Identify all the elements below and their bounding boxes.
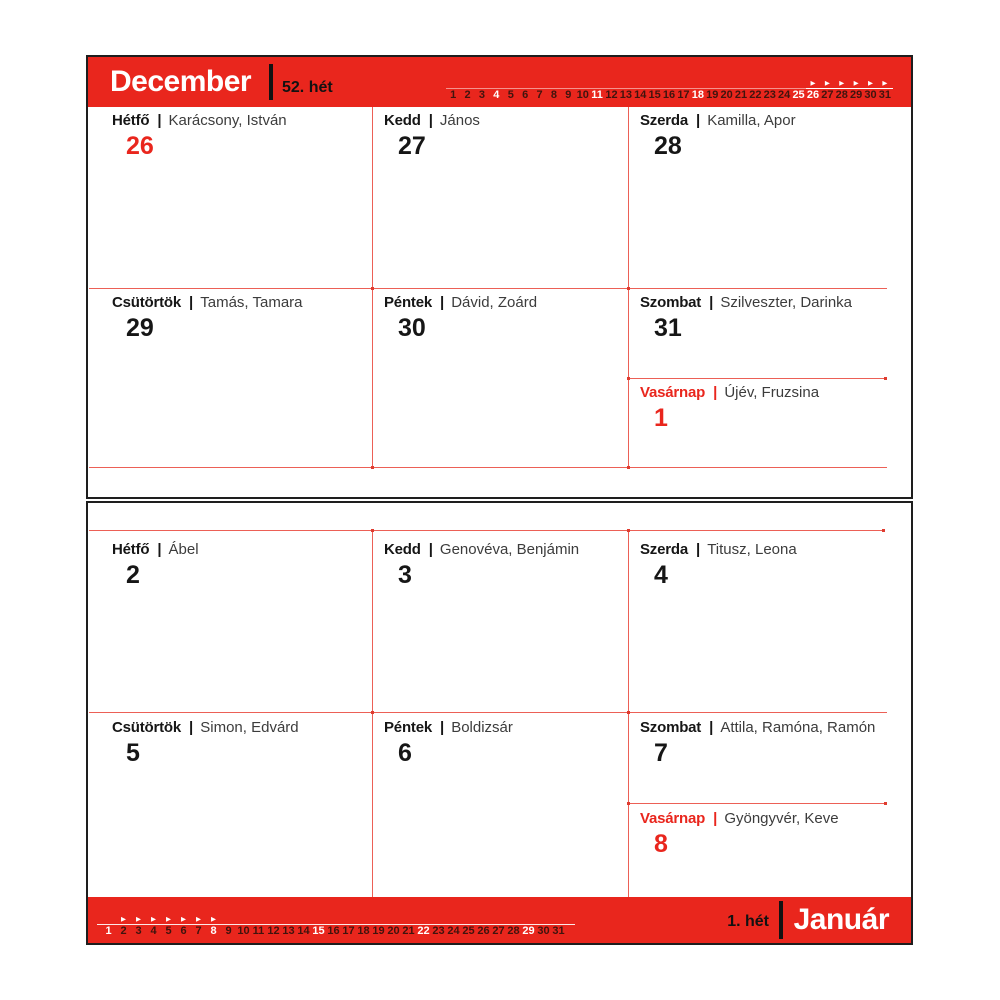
strip-day-23: [431, 915, 446, 938]
cell-jan-thursday: [112, 719, 362, 768]
name-day-names: Újév, Fruzsina: [724, 384, 820, 401]
strip-day-7: [532, 79, 546, 102]
strip-day-number: 24: [447, 925, 460, 937]
strip-day-number: 6: [180, 925, 187, 937]
strip-day-number: 2: [120, 925, 127, 937]
grid-dot: [882, 529, 885, 532]
day-number: 31: [654, 314, 682, 342]
grid-dot: [371, 529, 374, 532]
name-separator: |: [189, 719, 194, 736]
strip-day-number: 6: [522, 89, 529, 101]
strip-day-number: 9: [565, 89, 572, 101]
strip-day-12: [266, 915, 281, 938]
strip-day-number: 29: [522, 925, 535, 937]
name-day-names: Titusz, Leona: [707, 541, 797, 558]
strip-day-15: [647, 79, 661, 102]
strip-day-number: 26: [477, 925, 490, 937]
day-name: Szombat: [640, 719, 702, 736]
strip-day-number: 11: [252, 925, 265, 937]
strip-day-number: 26: [806, 89, 820, 101]
strip-day-number: 11: [591, 89, 603, 101]
december-day-strip: [446, 79, 893, 102]
strip-day-9: [561, 79, 575, 102]
strip-day-19: [371, 915, 386, 938]
strip-day-16: [326, 915, 341, 938]
cell-dec-tuesday: [384, 112, 634, 161]
strip-day-number: 12: [605, 89, 618, 101]
grid-dot: [627, 287, 630, 290]
day-name: Vasárnap: [640, 384, 706, 401]
strip-day-30: [863, 79, 877, 102]
strip-day-number: 24: [778, 89, 791, 101]
day-name: Kedd: [384, 112, 421, 129]
sunday-divider: [628, 378, 887, 379]
strip-day-5: [504, 79, 518, 102]
strip-day-2: [116, 915, 131, 938]
week-arrow-icon: ▶: [166, 916, 171, 923]
strip-day-28: [506, 915, 521, 938]
day-name: Szerda: [640, 112, 688, 129]
week-arrow-icon: ▶: [196, 916, 201, 923]
cell-jan-wednesday: [640, 541, 890, 590]
strip-day-number: 25: [462, 925, 475, 937]
name-separator: |: [696, 112, 701, 129]
grid-dot: [371, 711, 374, 714]
strip-day-number: 10: [237, 925, 250, 937]
strip-day-17: [676, 79, 690, 102]
strip-day-number: 10: [576, 89, 589, 101]
strip-day-3: [475, 79, 489, 102]
name-day-names: Dávid, Zoárd: [451, 294, 538, 311]
strip-day-25: [791, 79, 805, 102]
strip-day-13: [619, 79, 633, 102]
december-header-bar: [88, 57, 911, 107]
strip-day-13: [281, 915, 296, 938]
week-arrow-icon: ▶: [136, 916, 141, 923]
strip-day-12: [604, 79, 618, 102]
cell-dec-friday: [384, 294, 634, 343]
strip-day-number: 22: [417, 925, 430, 937]
row-divider: [89, 288, 887, 289]
strip-day-20: [719, 79, 733, 102]
strip-day-number: 4: [150, 925, 157, 937]
strip-day-number: 21: [734, 89, 748, 101]
day-number: 6: [398, 739, 412, 767]
grid-bottom-line: [89, 467, 887, 468]
strip-day-number: 28: [835, 89, 848, 101]
name-separator: |: [189, 294, 194, 311]
cell-jan-friday: [384, 719, 634, 768]
cell-dec-sunday: [640, 384, 890, 433]
grid-dot: [627, 711, 630, 714]
strip-underline: [97, 924, 575, 925]
strip-day-29: [849, 79, 863, 102]
strip-day-2: [460, 79, 474, 102]
strip-day-number: 20: [387, 925, 400, 937]
week-number-label: 1. hét: [727, 913, 769, 930]
name-separator: |: [157, 112, 162, 129]
name-separator: |: [696, 541, 701, 558]
day-number: 5: [126, 739, 140, 767]
sunday-divider: [628, 803, 887, 804]
day-number: 30: [398, 314, 426, 342]
day-name: Szombat: [640, 294, 702, 311]
strip-day-number: 4: [493, 89, 500, 101]
week-arrow-icon: ▶: [181, 916, 186, 923]
day-name: Csütörtök: [112, 294, 182, 311]
strip-day-10: [236, 915, 251, 938]
strip-day-number: 20: [720, 89, 733, 101]
week-arrow-icon: ▶: [810, 80, 816, 87]
strip-day-21: [401, 915, 416, 938]
name-separator: |: [440, 719, 445, 736]
cell-dec-saturday: [640, 294, 890, 343]
name-separator: |: [428, 112, 433, 129]
cell-dec-thursday: [112, 294, 362, 343]
strip-day-number: 9: [225, 925, 232, 937]
january-page: [86, 501, 913, 945]
week-arrow-icon: ▶: [151, 916, 156, 923]
strip-day-6: [518, 79, 532, 102]
grid-top-line: [89, 530, 884, 531]
name-separator: |: [157, 541, 162, 558]
day-number: 29: [126, 314, 154, 342]
strip-day-number: 16: [662, 89, 676, 101]
grid-dot: [371, 287, 374, 290]
grid-dot: [371, 466, 374, 469]
day-name: Hétfő: [112, 112, 150, 129]
header-divider-bar: [269, 64, 273, 100]
cell-jan-monday: [112, 541, 362, 590]
strip-day-number: 13: [282, 925, 295, 937]
strip-day-8: [547, 79, 561, 102]
name-day-names: Ábel: [168, 541, 199, 558]
strip-day-17: [341, 915, 356, 938]
name-day-names: Tamás, Tamara: [200, 294, 303, 311]
strip-day-26: [806, 79, 820, 102]
name-day-names: János: [439, 112, 480, 129]
day-number: 3: [398, 561, 412, 589]
name-separator: |: [713, 810, 718, 827]
strip-day-8: [206, 915, 221, 938]
strip-day-4: [489, 79, 503, 102]
strip-underline-bright: [806, 88, 893, 89]
week-number-label: 52. hét: [282, 79, 333, 96]
grid-dot: [627, 529, 630, 532]
day-number: 1: [654, 404, 668, 432]
strip-day-21: [734, 79, 748, 102]
grid-dot: [627, 802, 630, 805]
name-separator: |: [713, 384, 718, 401]
strip-day-number: 23: [432, 925, 445, 937]
strip-day-number: 29: [850, 89, 863, 101]
strip-day-number: 31: [878, 89, 892, 101]
strip-day-number: 1: [450, 89, 457, 101]
strip-day-number: 19: [372, 925, 385, 937]
strip-day-5: [161, 915, 176, 938]
grid-dot: [627, 377, 630, 380]
strip-day-14: [296, 915, 311, 938]
cell-jan-tuesday: [384, 541, 634, 590]
name-day-names: Szilveszter, Darinka: [720, 294, 853, 311]
strip-day-30: [536, 915, 551, 938]
strip-day-number: 5: [165, 925, 172, 937]
week-arrow-icon: ▶: [882, 80, 888, 87]
strip-day-14: [633, 79, 647, 102]
row-divider: [89, 712, 887, 713]
day-name: Hétfő: [112, 541, 150, 558]
strip-day-31: [551, 915, 566, 938]
day-name: Szerda: [640, 541, 688, 558]
week-arrow-icon: ▶: [853, 80, 859, 87]
strip-day-31: [878, 79, 892, 102]
strip-day-3: [131, 915, 146, 938]
strip-day-16: [662, 79, 676, 102]
strip-day-29: [521, 915, 536, 938]
cell-dec-wednesday: [640, 112, 890, 161]
strip-day-11: [590, 79, 604, 102]
grid-dot: [884, 377, 887, 380]
name-day-names: Attila, Ramóna, Ramón: [720, 719, 876, 736]
strip-day-number: 3: [135, 925, 142, 937]
name-day-names: Kamilla, Apor: [707, 112, 796, 129]
strip-day-number: 25: [792, 89, 805, 101]
strip-day-27: [491, 915, 506, 938]
strip-day-number: 13: [619, 89, 632, 101]
day-name: Kedd: [384, 541, 421, 558]
january-day-strip: [101, 915, 567, 938]
strip-day-number: 16: [327, 925, 340, 937]
strip-day-number: 18: [691, 89, 704, 101]
strip-day-15: [311, 915, 326, 938]
grid-dot: [627, 466, 630, 469]
week-arrow-icon: ▶: [824, 80, 830, 87]
day-number: 4: [654, 561, 668, 589]
name-day-names: Boldizsár: [451, 719, 513, 736]
day-number: 27: [398, 132, 426, 160]
strip-day-number: 23: [763, 89, 776, 101]
grid-dot: [884, 802, 887, 805]
strip-day-number: 14: [297, 925, 310, 937]
week-arrow-icon: ▶: [868, 80, 874, 87]
strip-day-number: 1: [105, 925, 112, 937]
cell-dec-monday: [112, 112, 362, 161]
name-separator: |: [440, 294, 445, 311]
strip-day-number: 14: [634, 89, 647, 101]
strip-day-number: 7: [536, 89, 543, 101]
strip-day-number: 12: [267, 925, 280, 937]
day-name: Péntek: [384, 294, 432, 311]
strip-day-23: [763, 79, 777, 102]
strip-day-number: 18: [357, 925, 370, 937]
strip-day-18: [356, 915, 371, 938]
strip-day-18: [691, 79, 705, 102]
week-arrow-icon: ▶: [121, 916, 126, 923]
strip-day-number: 3: [478, 89, 486, 101]
strip-day-28: [835, 79, 849, 102]
strip-day-number: 7: [195, 925, 202, 937]
strip-day-number: 21: [402, 925, 415, 937]
day-number: 2: [126, 561, 140, 589]
strip-day-22: [748, 79, 762, 102]
name-day-names: Genovéva, Benjámin: [439, 541, 580, 558]
strip-day-number: 15: [312, 925, 325, 937]
strip-day-number: 2: [464, 89, 471, 101]
strip-day-1: [446, 79, 460, 102]
strip-day-6: [176, 915, 191, 938]
strip-day-number: 30: [864, 89, 877, 101]
strip-day-number: 22: [749, 89, 762, 101]
day-number: 26: [126, 132, 154, 160]
strip-day-11: [251, 915, 266, 938]
cell-jan-sunday: [640, 810, 890, 859]
week-arrow-icon: ▶: [839, 80, 845, 87]
december-page: [86, 55, 913, 499]
strip-day-27: [820, 79, 834, 102]
name-separator: |: [709, 294, 714, 311]
strip-day-number: 30: [537, 925, 550, 937]
january-footer-bar: [88, 897, 911, 943]
strip-day-26: [476, 915, 491, 938]
strip-day-4: [146, 915, 161, 938]
strip-day-7: [191, 915, 206, 938]
strip-day-number: 28: [507, 925, 520, 937]
name-separator: |: [709, 719, 714, 736]
strip-day-10: [576, 79, 590, 102]
strip-day-number: 15: [648, 89, 661, 101]
strip-day-number: 17: [342, 925, 355, 937]
strip-day-20: [386, 915, 401, 938]
cell-jan-saturday: [640, 719, 890, 768]
strip-day-19: [705, 79, 719, 102]
strip-day-24: [446, 915, 461, 938]
strip-day-number: 19: [706, 89, 719, 101]
day-number: 8: [654, 830, 668, 858]
name-day-names: Gyöngyvér, Keve: [724, 810, 839, 827]
strip-day-number: 27: [492, 925, 505, 937]
week-arrow-icon: ▶: [211, 916, 216, 923]
name-day-names: Simon, Edvárd: [200, 719, 299, 736]
day-number: 7: [654, 739, 668, 767]
strip-day-9: [221, 915, 236, 938]
strip-day-number: 31: [552, 925, 565, 937]
name-separator: |: [428, 541, 433, 558]
day-name: Csütörtök: [112, 719, 182, 736]
header-divider-bar: [779, 901, 783, 939]
name-day-names: Karácsony, István: [168, 112, 287, 129]
strip-day-number: 8: [550, 89, 557, 101]
strip-day-number: 8: [210, 925, 217, 937]
day-name: Péntek: [384, 719, 432, 736]
day-number: 28: [654, 132, 682, 160]
strip-day-number: 17: [677, 89, 690, 101]
strip-day-22: [416, 915, 431, 938]
strip-day-number: 27: [821, 89, 834, 101]
month-title-december: December: [110, 65, 252, 98]
strip-day-24: [777, 79, 791, 102]
strip-day-1: [101, 915, 116, 938]
month-title-january: Január: [793, 903, 889, 936]
day-name: Vasárnap: [640, 810, 706, 827]
strip-day-25: [461, 915, 476, 938]
strip-day-number: 5: [507, 89, 514, 101]
